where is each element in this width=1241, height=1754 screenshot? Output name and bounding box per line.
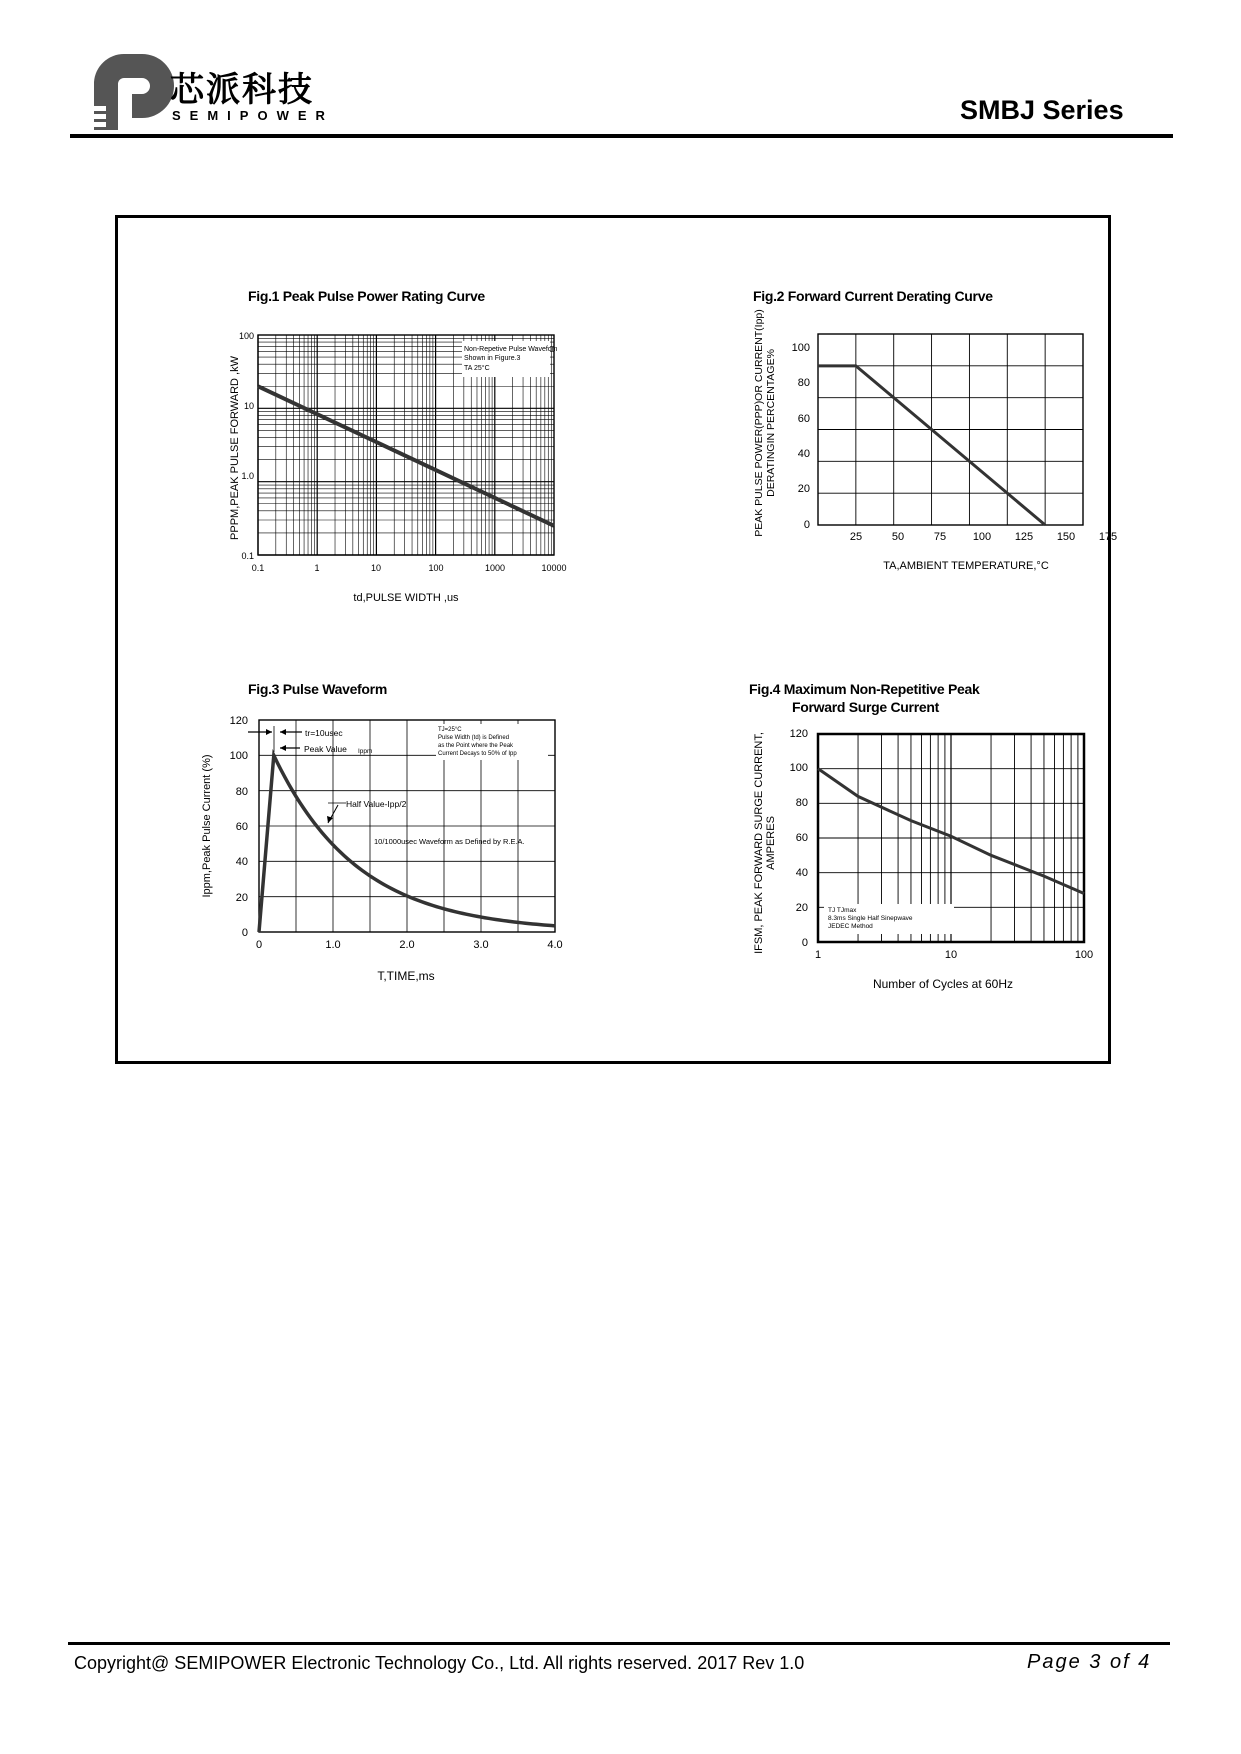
fig4-ytick: 40	[795, 867, 808, 879]
fig4-ytick: 120	[789, 728, 808, 740]
fig2-ylabel: PEAK PULSE POWER(PPP)OR CURRENT(Ipp)	[753, 309, 765, 537]
fig2-ytick: 100	[791, 342, 810, 354]
footer-divider	[68, 1642, 1170, 1645]
fig2-xtick: 125	[1014, 531, 1034, 543]
fig3-peak-sub: Ippm	[358, 748, 373, 755]
fig1-xtick: 10000	[541, 563, 567, 573]
fig2-xlabel: TA,AMBIENT TEMPERATURE,°C	[883, 560, 1049, 572]
fig1-xtick: 10	[370, 563, 382, 573]
fig1-ytick: 100	[238, 331, 254, 341]
fig4-note: 8.3ms Single Half Sinepwave	[828, 915, 913, 922]
fig1-note: Non-Repetive Pulse Wavefom	[464, 346, 558, 353]
fig1-ytick: 1.0	[241, 471, 254, 481]
fig2-xtick: 150	[1056, 531, 1076, 543]
fig3-ytick: 80	[235, 786, 248, 798]
series-title: SMBJ Series	[960, 95, 1124, 125]
fig1-xtick: 1	[314, 563, 320, 573]
fig3-xtick: 4.0	[547, 939, 563, 951]
fig1-ylabel: PPPM,PEAK PULSE FORWARD ,kW	[229, 356, 241, 540]
fig2-xtick: 75	[933, 531, 947, 543]
fig3-title: Fig.3 Pulse Waveform	[248, 681, 387, 697]
page-number: Page 3 of 4	[1027, 1651, 1152, 1673]
fig4-xtick: 10	[944, 949, 958, 961]
fig3-ytick: 100	[229, 750, 248, 762]
fig4-ytick: 80	[795, 797, 808, 809]
fig4-ytick: 100	[789, 762, 808, 774]
fig2-ytick: 0	[803, 519, 810, 531]
fig3-ytick: 60	[235, 821, 248, 833]
fig3-chart	[168, 708, 628, 1008]
fig1-series-line	[258, 386, 554, 526]
fig4-xlabel: Number of Cycles at 60Hz	[872, 977, 1014, 991]
fig3-waveform-label: 10/1000usec Waveform as Defined by R.E.A.	[374, 837, 525, 846]
fig2-ytick: 60	[797, 413, 810, 425]
fig3-xtick: 0	[255, 939, 263, 951]
fig2-title: Fig.2 Forward Current Derating Curve	[753, 288, 993, 304]
fig2-ytick: 20	[797, 483, 810, 495]
fig3-half-label: Half Value-Ipp/2	[346, 799, 407, 809]
company-name-cn: 芯派科技	[170, 70, 314, 110]
fig2-xtick: 175	[1098, 531, 1118, 543]
fig2-chart	[678, 309, 1118, 603]
fig1-note: TA 25°C	[464, 365, 490, 372]
fig3-xtick: 2.0	[399, 939, 415, 951]
fig3-note: Current Decays to 50% of Ipp	[438, 751, 517, 757]
fig1-chart	[168, 313, 628, 603]
copyright-text: Copyright@ SEMIPOWER Electronic Technology Co., Ltd. All rights reserved. 2017 Rev 1.0	[74, 1653, 805, 1673]
fig3-xlabel: T,TIME,ms	[377, 969, 435, 983]
fig4-chart	[678, 718, 1098, 1018]
fig1-ytick: 10	[243, 401, 254, 411]
fig2-xtick: 25	[849, 531, 863, 543]
fig1-title: Fig.1 Peak Pulse Power Rating Curve	[248, 288, 485, 304]
fig4-note: TJ TJmax	[828, 907, 857, 914]
fig3-xtick: 1.0	[325, 939, 341, 951]
fig4-xtick: 1	[814, 949, 822, 961]
fig2-ylabel: DERATINGIN PERCENTAGE%	[765, 349, 777, 497]
fig3-xtick: 3.0	[473, 939, 489, 951]
fig4-xtick: 100	[1074, 949, 1094, 961]
fig4-title-line1: Fig.4 Maximum Non-Repetitive Peak	[749, 681, 980, 697]
company-name-en: SEMIPOWER	[172, 108, 334, 123]
fig1-xlabel: td,PULSE WIDTH ,us	[353, 592, 459, 604]
fig2-ytick: 80	[797, 377, 810, 389]
header-divider	[70, 134, 1173, 138]
fig3-ytick: 20	[235, 892, 248, 904]
fig3-note: TJ=25°C	[438, 727, 462, 733]
fig2-ytick: 40	[797, 448, 810, 460]
fig1-xtick: 100	[428, 563, 444, 573]
fig1-xtick: 1000	[484, 563, 506, 573]
fig3-ytick: 40	[235, 856, 248, 868]
fig3-note: Pulse Width (td) is Defined	[438, 735, 510, 741]
fig1-xtick: 0.1	[251, 563, 265, 573]
fig4-note: JEDEC Method	[828, 923, 873, 930]
fig4-ylabel: AMPERES	[765, 816, 777, 870]
fig2-xtick: 100	[972, 531, 992, 543]
fig3-peak-label: Peak Value	[304, 744, 347, 754]
fig4-title-line2: Forward Surge Current	[792, 699, 939, 715]
fig3-tr-label: tr=10usec	[305, 728, 343, 738]
fig4-ylabel: IFSM, PEAK FORWARD SURGE CURRENT,	[753, 732, 765, 954]
fig3-ytick: 120	[229, 715, 248, 727]
fig2-xtick: 50	[891, 531, 905, 543]
fig1-ytick: 0.1	[241, 551, 254, 561]
fig3-ytick: 0	[241, 927, 248, 939]
figures-frame	[115, 215, 1118, 1064]
fig3-note: as the Point where the Peak	[438, 743, 514, 749]
fig4-ytick: 20	[795, 902, 808, 914]
fig3-ylabel: Ippm,Peak Pulse Current (%)	[201, 754, 213, 898]
fig1-note: Shown in Figure.3	[464, 355, 521, 362]
fig4-ytick: 0	[801, 937, 808, 949]
fig4-ytick: 60	[795, 832, 808, 844]
